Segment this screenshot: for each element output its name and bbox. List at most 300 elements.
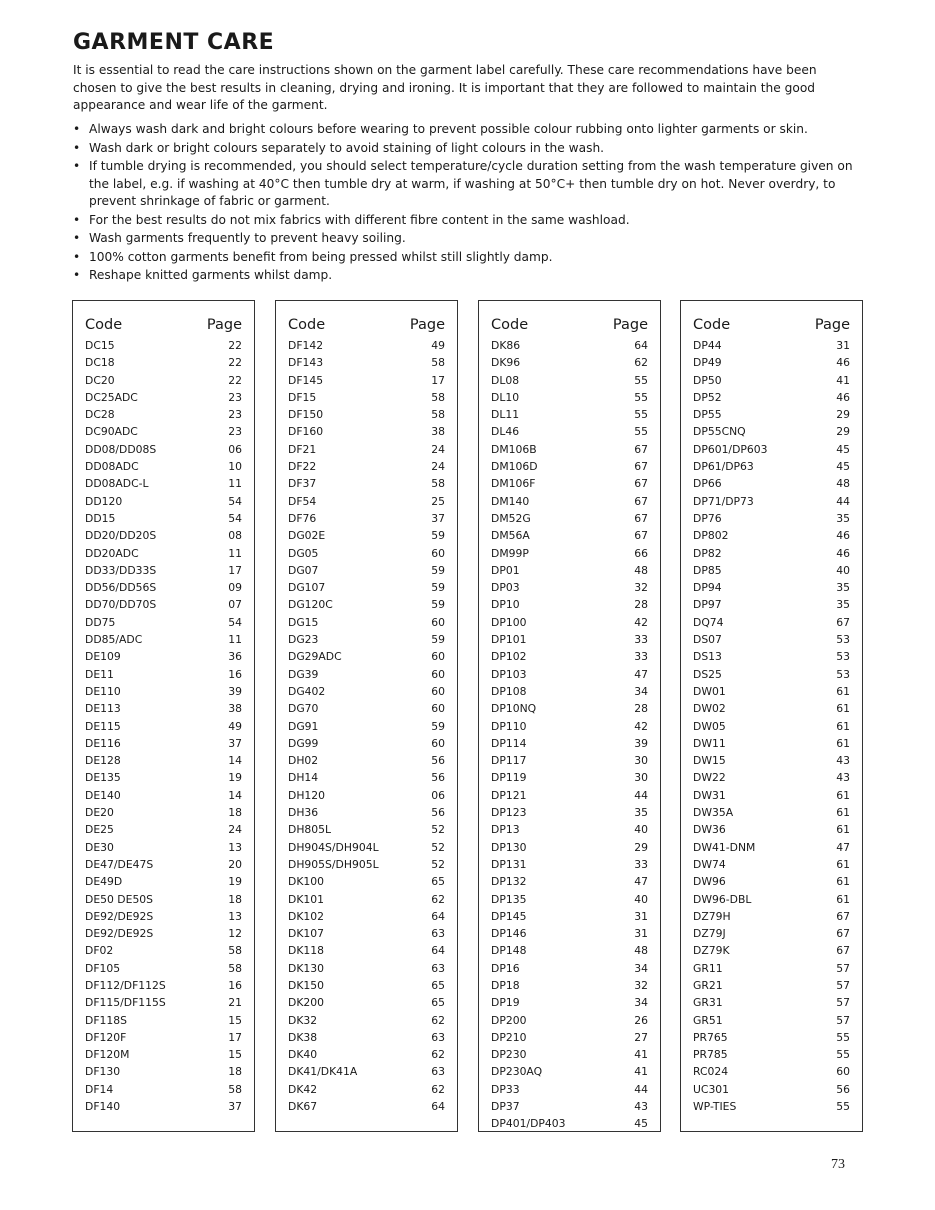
table-row: [85, 804, 242, 821]
page-reference: 24: [228, 823, 242, 837]
product-code: DK107: [288, 927, 325, 941]
product-code: DE20: [85, 806, 114, 820]
page-reference: 35: [836, 511, 850, 525]
page-reference: 58: [228, 944, 242, 958]
product-code: DW96-DBL: [693, 892, 752, 906]
page-reference: 62: [634, 356, 648, 370]
page-reference: 62: [431, 892, 445, 906]
product-code: DF130: [85, 1065, 121, 1079]
page-reference: 08: [228, 529, 242, 543]
table-row: [85, 545, 242, 562]
page-reference: 48: [634, 563, 648, 577]
table-row: [693, 562, 850, 579]
page-reference: 43: [836, 771, 850, 785]
page-title: GARMENT CARE: [73, 30, 275, 55]
page-reference: 46: [836, 356, 850, 370]
table-row: [491, 718, 648, 735]
page-reference: 58: [228, 1082, 242, 1096]
page-reference: 17: [228, 563, 242, 577]
page-reference: 55: [634, 408, 648, 422]
product-code: DP145: [491, 909, 527, 923]
page-reference: 31: [634, 927, 648, 941]
table-row: [85, 423, 242, 440]
table-row: [288, 925, 445, 942]
page-reference: 10: [228, 460, 242, 474]
page-reference: 13: [228, 840, 242, 854]
table-row: [288, 475, 445, 492]
product-code: DD20ADC: [85, 546, 139, 560]
page-column-header: Page: [814, 317, 850, 333]
product-code: DF54: [288, 494, 317, 508]
table-row: [85, 1046, 242, 1063]
product-code: DF02: [85, 944, 114, 958]
care-bullet: • If tumble drying is recommended, you should select temperature/cycle duration setting from the wash temperature given on the label, e.g. if washing at 40°C then tumble dry at warm, if washing at 50°C+ then tumble dry on hot. Never overdry, to prevent shrinkage of fabric or garment.: [73, 158, 863, 211]
page-reference: 45: [836, 460, 850, 474]
page-reference: 29: [836, 408, 850, 422]
table-row: [85, 631, 242, 648]
page-reference: 16: [228, 978, 242, 992]
table-row: [288, 337, 445, 354]
product-code: DP66: [693, 477, 722, 491]
page-reference: 67: [836, 944, 850, 958]
table-row: [288, 596, 445, 613]
product-code: DP401/DP403: [491, 1117, 566, 1131]
page-reference: 64: [431, 909, 445, 923]
table-row: [288, 493, 445, 510]
product-code: DE113: [85, 702, 121, 716]
page-reference: 31: [634, 909, 648, 923]
page-reference: 60: [431, 650, 445, 664]
page-reference: 61: [836, 736, 850, 750]
page-reference: 49: [431, 339, 445, 352]
page-reference: 14: [228, 788, 242, 802]
page-reference: 15: [228, 1048, 242, 1062]
care-bullet-list: [73, 121, 863, 286]
table-header: [85, 315, 242, 337]
table-row: [288, 1098, 445, 1115]
product-code: DC28: [85, 408, 115, 422]
product-code: DE50 DE50S: [85, 892, 154, 906]
table-row: [693, 510, 850, 527]
page-reference: 37: [431, 511, 445, 525]
product-code: DP210: [491, 1030, 527, 1044]
page-reference: 58: [228, 961, 242, 975]
table-row: [288, 960, 445, 977]
page-reference: 34: [634, 961, 648, 975]
product-code: DD08ADC: [85, 460, 139, 474]
product-code: DP16: [491, 961, 520, 975]
page-reference: 20: [228, 857, 242, 871]
table-row: [85, 908, 242, 925]
product-code: DS13: [693, 650, 722, 664]
table-row: [693, 1046, 850, 1063]
table-row: [85, 1098, 242, 1115]
page-reference: 63: [431, 1065, 445, 1079]
table-row: [693, 821, 850, 838]
product-code: DP71/DP73: [693, 494, 754, 508]
product-code: DL11: [491, 408, 520, 422]
table-row: [693, 579, 850, 596]
table-row: [85, 787, 242, 804]
product-code: DL08: [491, 373, 520, 387]
product-code: DP130: [491, 840, 527, 854]
table-row: [693, 372, 850, 389]
table-row: [491, 562, 648, 579]
page-reference: 11: [228, 477, 242, 491]
page-reference: 32: [634, 978, 648, 992]
table-row: [491, 1081, 648, 1098]
product-code: DM99P: [491, 546, 529, 560]
code-page-table-3: [478, 300, 661, 1132]
table-row: [85, 856, 242, 873]
page-reference: 52: [431, 840, 445, 854]
page-reference: 67: [634, 460, 648, 474]
product-code: DG02E: [288, 529, 326, 543]
table-row: [85, 475, 242, 492]
table-row: [491, 596, 648, 613]
page-reference: 11: [228, 546, 242, 560]
page-reference: 07: [228, 598, 242, 612]
product-code: DC25ADC: [85, 390, 138, 404]
table-row: [85, 1012, 242, 1029]
page-reference: 52: [431, 823, 445, 837]
product-code: DG15: [288, 615, 319, 629]
product-code: DP119: [491, 771, 527, 785]
table-row: [288, 752, 445, 769]
page-reference: 06: [431, 788, 445, 802]
page-reference: 55: [634, 425, 648, 439]
table-row: [288, 942, 445, 959]
page-reference: 23: [228, 408, 242, 422]
page-reference: 24: [431, 442, 445, 456]
table-row: [288, 527, 445, 544]
table-row: [288, 562, 445, 579]
product-code: DK86: [491, 339, 521, 352]
page-reference: 48: [634, 944, 648, 958]
table-row: [693, 873, 850, 890]
page-reference: 47: [634, 667, 648, 681]
table-row: [693, 1063, 850, 1080]
table-row: [491, 337, 648, 354]
product-code: RC024: [693, 1065, 729, 1079]
page-reference: 67: [634, 494, 648, 508]
table-row: [693, 925, 850, 942]
page-reference: 46: [836, 390, 850, 404]
table-row: [288, 441, 445, 458]
product-code: DM56A: [491, 529, 530, 543]
page-reference: 57: [836, 978, 850, 992]
table-row: [693, 475, 850, 492]
page-reference: 40: [836, 563, 850, 577]
product-code: DF37: [288, 477, 317, 491]
product-code: DC90ADC: [85, 425, 138, 439]
product-code: DM52G: [491, 511, 531, 525]
page-reference: 35: [836, 598, 850, 612]
table-row: [85, 596, 242, 613]
product-code: DE115: [85, 719, 121, 733]
product-code: DW96: [693, 875, 726, 889]
page-reference: 53: [836, 667, 850, 681]
product-code: DP44: [693, 339, 722, 352]
page-reference: 67: [836, 927, 850, 941]
product-code: DP230: [491, 1048, 527, 1062]
product-code: DE92/DE92S: [85, 927, 154, 941]
page-reference: 60: [431, 684, 445, 698]
product-code: GR31: [693, 996, 723, 1010]
page-reference: 59: [431, 633, 445, 647]
product-code: DK41/DK41A: [288, 1065, 358, 1079]
product-code: DP85: [693, 563, 722, 577]
page-reference: 59: [431, 598, 445, 612]
table-row: [85, 873, 242, 890]
table-row: [693, 839, 850, 856]
table-row: [85, 441, 242, 458]
page-reference: 37: [228, 1100, 242, 1114]
page-reference: 22: [228, 373, 242, 387]
table-row: [693, 683, 850, 700]
page-reference: 15: [228, 1013, 242, 1027]
table-row: [693, 458, 850, 475]
product-code: DP121: [491, 788, 527, 802]
page-reference: 41: [634, 1048, 648, 1062]
table-row: [85, 579, 242, 596]
page-reference: 09: [228, 581, 242, 595]
product-code: DK42: [288, 1082, 318, 1096]
product-code: DE110: [85, 684, 121, 698]
page-reference: 18: [228, 806, 242, 820]
table-row: [693, 804, 850, 821]
page-reference: 22: [228, 356, 242, 370]
product-code: DE49D: [85, 875, 123, 889]
product-code: DP101: [491, 633, 527, 647]
product-code: DP132: [491, 875, 527, 889]
table-row: [491, 700, 648, 717]
page-reference: 65: [431, 978, 445, 992]
page-reference: 21: [228, 996, 242, 1010]
table-row: [491, 475, 648, 492]
table-row: [491, 545, 648, 562]
page-reference: 30: [634, 754, 648, 768]
product-code: DE140: [85, 788, 121, 802]
page-column-header: Page: [206, 317, 242, 333]
product-code: DP131: [491, 857, 527, 871]
table-row: [85, 389, 242, 406]
page-reference: 26: [634, 1013, 648, 1027]
page-reference: 60: [431, 702, 445, 716]
table-row: [85, 700, 242, 717]
product-code: DK67: [288, 1100, 318, 1114]
page-reference: 60: [431, 546, 445, 560]
product-code: DP103: [491, 667, 527, 681]
table-row: [491, 423, 648, 440]
page-reference: 55: [836, 1048, 850, 1062]
product-code: DD08/DD08S: [85, 442, 157, 456]
table-row: [85, 821, 242, 838]
product-code: PR785: [693, 1048, 728, 1062]
product-code: DF150: [288, 408, 324, 422]
table-row: [491, 856, 648, 873]
page-reference: 19: [228, 771, 242, 785]
page-reference: 06: [228, 442, 242, 456]
product-code: DF21: [288, 442, 317, 456]
product-code: DW31: [693, 788, 726, 802]
product-code: DG107: [288, 581, 326, 595]
product-code: DW35A: [693, 806, 734, 820]
code-column-header: Code: [288, 317, 326, 333]
table-row: [85, 769, 242, 786]
product-code: DK118: [288, 944, 325, 958]
product-code: DL46: [491, 425, 520, 439]
table-row: [693, 631, 850, 648]
page-reference: 35: [634, 806, 648, 820]
page-reference: 29: [836, 425, 850, 439]
product-code: DP117: [491, 754, 527, 768]
page-reference: 38: [228, 702, 242, 716]
table-row: [491, 441, 648, 458]
product-code: DD56/DD56S: [85, 581, 157, 595]
product-code: DP148: [491, 944, 527, 958]
product-code: DH905S/DH905L: [288, 857, 379, 871]
page-reference: 62: [431, 1082, 445, 1096]
table-row: [491, 960, 648, 977]
page-reference: 11: [228, 633, 242, 647]
table-row: [85, 752, 242, 769]
product-code: DQ74: [693, 615, 724, 629]
table-row: [693, 493, 850, 510]
product-code: DP114: [491, 736, 527, 750]
table-row: [693, 545, 850, 562]
product-code: DP03: [491, 581, 520, 595]
table-row: [491, 354, 648, 371]
page-reference: 61: [836, 857, 850, 871]
page-reference: 56: [431, 771, 445, 785]
page-reference: 52: [431, 857, 445, 871]
product-code: DP55CNQ: [693, 425, 746, 439]
page-reference: 61: [836, 788, 850, 802]
code-column-header: Code: [491, 317, 529, 333]
product-code: UC301: [693, 1082, 730, 1096]
page-reference: 64: [634, 339, 648, 352]
page-column-header: Page: [612, 317, 648, 333]
page-reference: 64: [431, 1100, 445, 1114]
product-code: DM140: [491, 494, 530, 508]
table-row: [85, 527, 242, 544]
page-reference: 40: [634, 823, 648, 837]
product-code: DG39: [288, 667, 319, 681]
page-reference: 39: [228, 684, 242, 698]
table-row: [85, 1081, 242, 1098]
page-reference: 66: [634, 546, 648, 560]
product-code: DF145: [288, 373, 324, 387]
page-reference: 61: [836, 684, 850, 698]
page-reference: 38: [431, 425, 445, 439]
product-code: DF120M: [85, 1048, 130, 1062]
page-reference: 25: [431, 494, 445, 508]
product-code: DP110: [491, 719, 527, 733]
table-row: [85, 666, 242, 683]
table-row: [491, 1046, 648, 1063]
page-reference: 47: [634, 875, 648, 889]
product-code: DD75: [85, 615, 116, 629]
table-row: [693, 666, 850, 683]
page-reference: 65: [431, 996, 445, 1010]
page-reference: 57: [836, 996, 850, 1010]
table-row: [85, 406, 242, 423]
table-row: [288, 1046, 445, 1063]
page-reference: 13: [228, 909, 242, 923]
product-code: DC15: [85, 339, 115, 352]
page-reference: 61: [836, 875, 850, 889]
table-row: [288, 1029, 445, 1046]
table-row: [491, 666, 648, 683]
table-row: [491, 579, 648, 596]
product-code: DE128: [85, 754, 121, 768]
page-reference: 35: [836, 581, 850, 595]
product-code: DD33/DD33S: [85, 563, 157, 577]
page-reference: 12: [228, 927, 242, 941]
table-row: [85, 977, 242, 994]
product-code: DE135: [85, 771, 121, 785]
product-code: DL10: [491, 390, 520, 404]
code-page-table-2: [275, 300, 458, 1132]
product-code: DH14: [288, 771, 319, 785]
product-code: DE30: [85, 840, 114, 854]
product-code: DH02: [288, 754, 319, 768]
product-code: DK150: [288, 978, 325, 992]
product-code: DP19: [491, 996, 520, 1010]
page-reference: 16: [228, 667, 242, 681]
table-row: [491, 787, 648, 804]
product-code: DP94: [693, 581, 722, 595]
page-reference: 53: [836, 650, 850, 664]
page-reference: 17: [431, 373, 445, 387]
page-reference: 41: [634, 1065, 648, 1079]
product-code: DP49: [693, 356, 722, 370]
product-code: DP108: [491, 684, 527, 698]
page-reference: 27: [634, 1030, 648, 1044]
page-reference: 47: [836, 840, 850, 854]
table-row: [693, 735, 850, 752]
table-header: [491, 315, 648, 337]
page-reference: 59: [431, 563, 445, 577]
page-number: 73: [831, 1157, 845, 1172]
product-code: DK130: [288, 961, 325, 975]
product-code: DG07: [288, 563, 319, 577]
table-row: [491, 735, 648, 752]
page-reference: 57: [836, 961, 850, 975]
page-reference: 49: [228, 719, 242, 733]
table-row: [288, 718, 445, 735]
table-row: [491, 493, 648, 510]
table-row: [491, 614, 648, 631]
product-code: DE47/DE47S: [85, 857, 154, 871]
table-row: [491, 389, 648, 406]
table-row: [288, 423, 445, 440]
page-reference: 63: [431, 1030, 445, 1044]
product-code: DH36: [288, 806, 319, 820]
page-reference: 59: [431, 529, 445, 543]
product-code: DW22: [693, 771, 726, 785]
product-code: DP50: [693, 373, 722, 387]
code-column-header: Code: [693, 317, 731, 333]
product-code: GR21: [693, 978, 723, 992]
table-row: [288, 648, 445, 665]
page-reference: 67: [634, 511, 648, 525]
product-code: DH904S/DH904L: [288, 840, 379, 854]
product-code: DF14: [85, 1082, 114, 1096]
table-row: [491, 804, 648, 821]
table-row: [288, 1063, 445, 1080]
